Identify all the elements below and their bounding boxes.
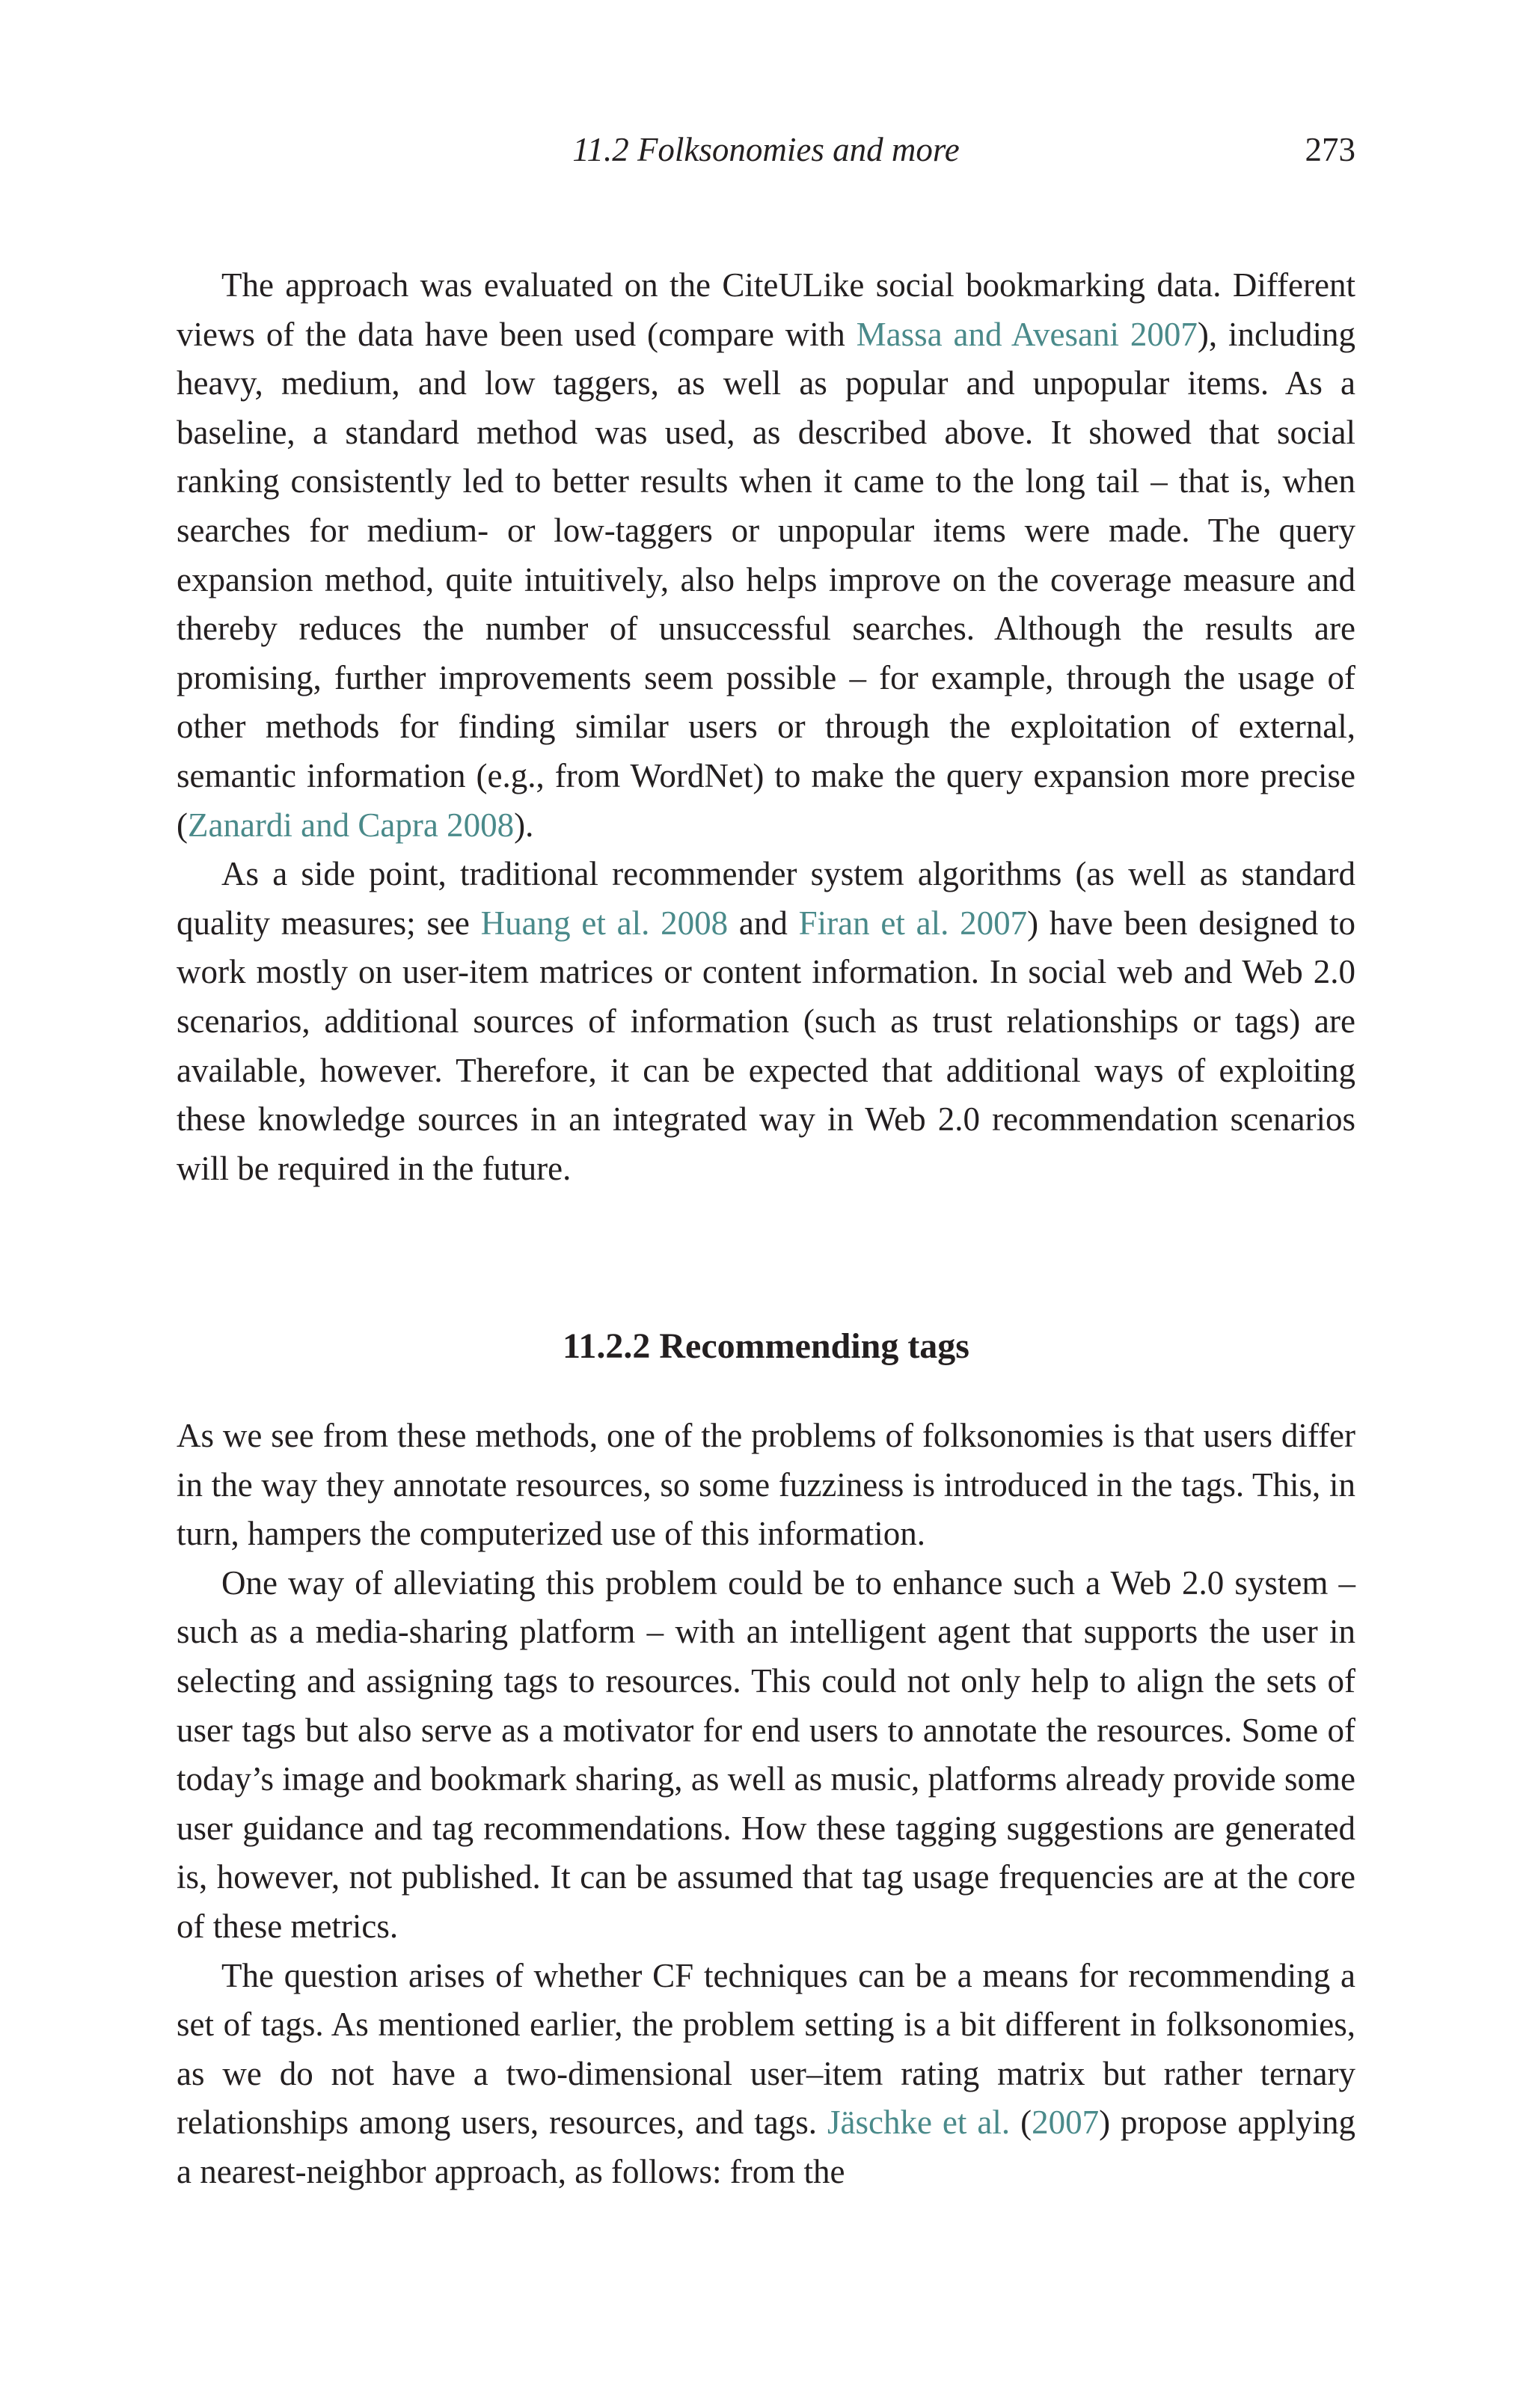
- paragraph-text: The approach was evaluated on the CiteULike social bookmarking data. Different views of the data have been used (compare with: [177, 266, 1355, 353]
- paragraph-intelligent-agent: One way of alleviating this problem could be to enhance such a Web 2.0 system – such as a media-sharing platform – with an intelligent agent that supports the user in selecting and assigning tags to resources. This could not only help to align the sets of user tags but also serve as a motivator for end users to annotate the resources. Some of today’s image and bookmark sharing, as well as music, platforms already provide some user guidance and tag recommendations. How these tagging suggestions are generated is, however, not published. It can be assumed that tag usage frequencies are at the core of these metrics.: [177, 1563, 1355, 1945]
- text-block-lower: [177, 1412, 1355, 2197]
- paragraph-text: ) propose applying a nearest-neighbor approach, as follows: from the: [177, 2104, 1355, 2190]
- citation-jaschke-year[interactable]: 2007: [1032, 2104, 1100, 2142]
- paragraph-side-point: [177, 850, 1355, 1193]
- citation-zanardi-capra-2008[interactable]: Zanardi and Capra 2008: [188, 806, 515, 844]
- paragraph-text: ).: [514, 806, 534, 844]
- running-head-title: 11.2 Folksonomies and more: [572, 131, 960, 168]
- citation-huang-2008[interactable]: Huang et al. 2008: [480, 904, 729, 942]
- text-block-upper: [177, 261, 1355, 1193]
- paragraph-text: (: [1010, 2104, 1032, 2142]
- paragraph-cf-techniques: [177, 1952, 1355, 2197]
- citation-massa-avesani-2007[interactable]: Massa and Avesani 2007: [856, 315, 1198, 353]
- citation-firan-2007[interactable]: Firan et al. 2007: [798, 904, 1028, 942]
- paragraph-text: ), including heavy, medium, and low taggers, as well as popular and unpopular items. As a baseline, a standard method was used, as described above. It showed that social ranking consistently led to better results when it came to the long tail – that is, when searches for medium- or low-taggers or unpopular items were made. The query expansion method, quite intuitively, also helps improve on the coverage measure and thereby reduces the number of unsuccessful searches. Although the results are promising, further improvements seem possible – for example, through the usage of other methods for finding similar users or through the exploitation of external, semantic information (e.g., from WordNet) to make the query expansion more precise (: [177, 315, 1355, 844]
- paragraph-text: and: [728, 904, 799, 942]
- paragraph-text: As a side point, traditional recommender system algorithms (as well as standard quality measures; see: [177, 855, 1355, 942]
- page-number: 273: [1305, 131, 1355, 168]
- paragraph-fuzziness: As we see from these methods, one of the problems of folksonomies is that users differ in the way they annotate resources, so some fuzziness is introduced in the tags. This, in turn, hampers the computerized use of this information.: [177, 1417, 1355, 1553]
- paragraph-evaluation: [177, 261, 1355, 850]
- citation-jaschke[interactable]: Jäschke et al.: [827, 2104, 1011, 2142]
- paragraph-text: ) have been designed to work mostly on user-item matrices or content information. In social web and Web 2.0 scenarios, additional sources of information (such as trust relationships or tags) are available, however. Therefore, it can be expected that additional ways of exploiting these knowledge sources in an integrated way in Web 2.0 recommendation scenarios will be required in the future.: [177, 904, 1356, 1187]
- paragraph-text: The question arises of whether CF techniques can be a means for recommending a set of tags. As mentioned earlier, the problem setting is a bit different in folksonomies, as we do not have a two-dimensional user–item rating matrix but rather ternary relationships among users, resources, and tags.: [177, 1956, 1355, 2142]
- section-heading: 11.2.2 Recommending tags: [563, 1326, 969, 1366]
- running-head: [177, 126, 1355, 174]
